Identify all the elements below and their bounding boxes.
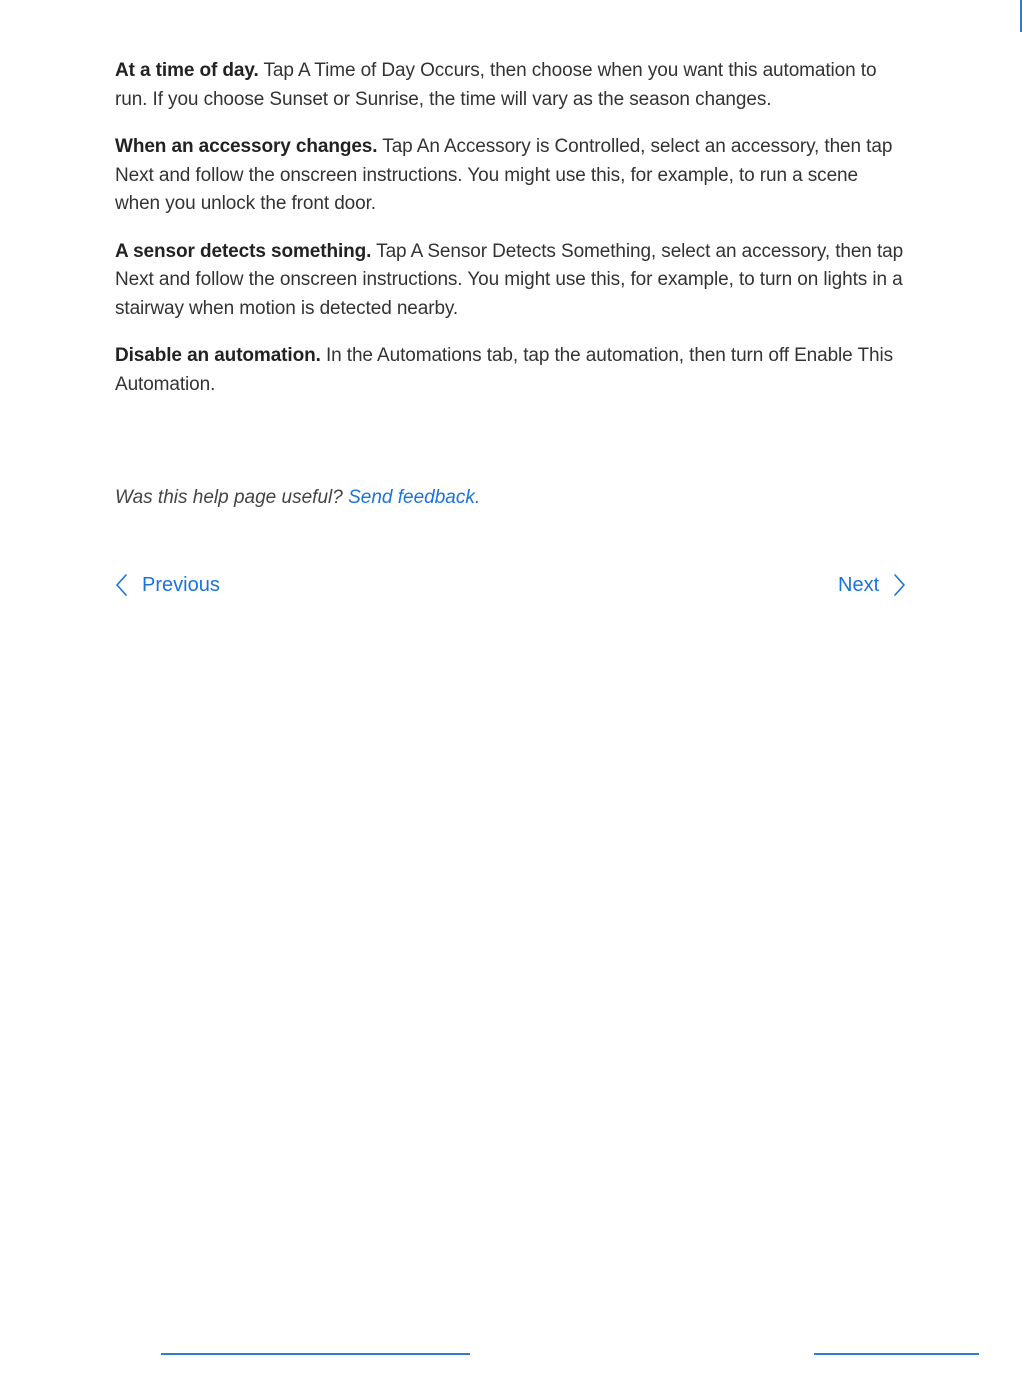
- paragraph-body: Tap A Time of Day Occurs, then choose when you want this automation to run. If you choose Sunset or Sunrise, the time will vary as the season changes.: [115, 60, 877, 110]
- paragraph-lead: A sensor detects something.: [115, 240, 372, 262]
- chevron-left-icon: [115, 573, 129, 597]
- paragraph-body: Tap An Accessory is Controlled, select an accessory, then tap Next and follow the onscreen instructions. You might use this, for example, to run a scene when you unlock the front door.: [115, 136, 893, 214]
- help-paragraph-accessory-changes: [115, 133, 905, 219]
- previous-page-link[interactable]: [115, 571, 220, 599]
- feedback-question: Was this help page useful?: [115, 487, 343, 508]
- paragraph-lead: At a time of day.: [115, 60, 259, 81]
- send-feedback-link[interactable]: Send feedback.: [348, 487, 481, 508]
- paragraph-body: In the Automations tab, tap the automation, then turn off Enable This Automation.: [115, 345, 893, 395]
- footer-rule-left: [161, 1353, 470, 1355]
- help-content: [115, 57, 905, 418]
- next-label: Next: [838, 574, 880, 596]
- chevron-right-icon: [892, 573, 906, 597]
- help-paragraph-disable-automation: [115, 342, 905, 399]
- paragraph-lead: When an accessory changes.: [115, 136, 378, 157]
- next-page-link[interactable]: [838, 571, 906, 599]
- paragraph-body: Tap A Sensor Detects Something, select an accessory, then tap Next and follow the onscreen instructions. You might use this, for example, to turn on lights in a stairway when motion is detected nearby.: [115, 240, 904, 319]
- help-paragraph-sensor-detects: [115, 238, 905, 324]
- previous-label: Previous: [142, 574, 220, 596]
- help-paragraph-time-of-day: [115, 57, 905, 114]
- footer-rule-right: [814, 1353, 979, 1355]
- paragraph-lead: Disable an automation.: [115, 345, 321, 366]
- feedback-prompt: [115, 484, 480, 512]
